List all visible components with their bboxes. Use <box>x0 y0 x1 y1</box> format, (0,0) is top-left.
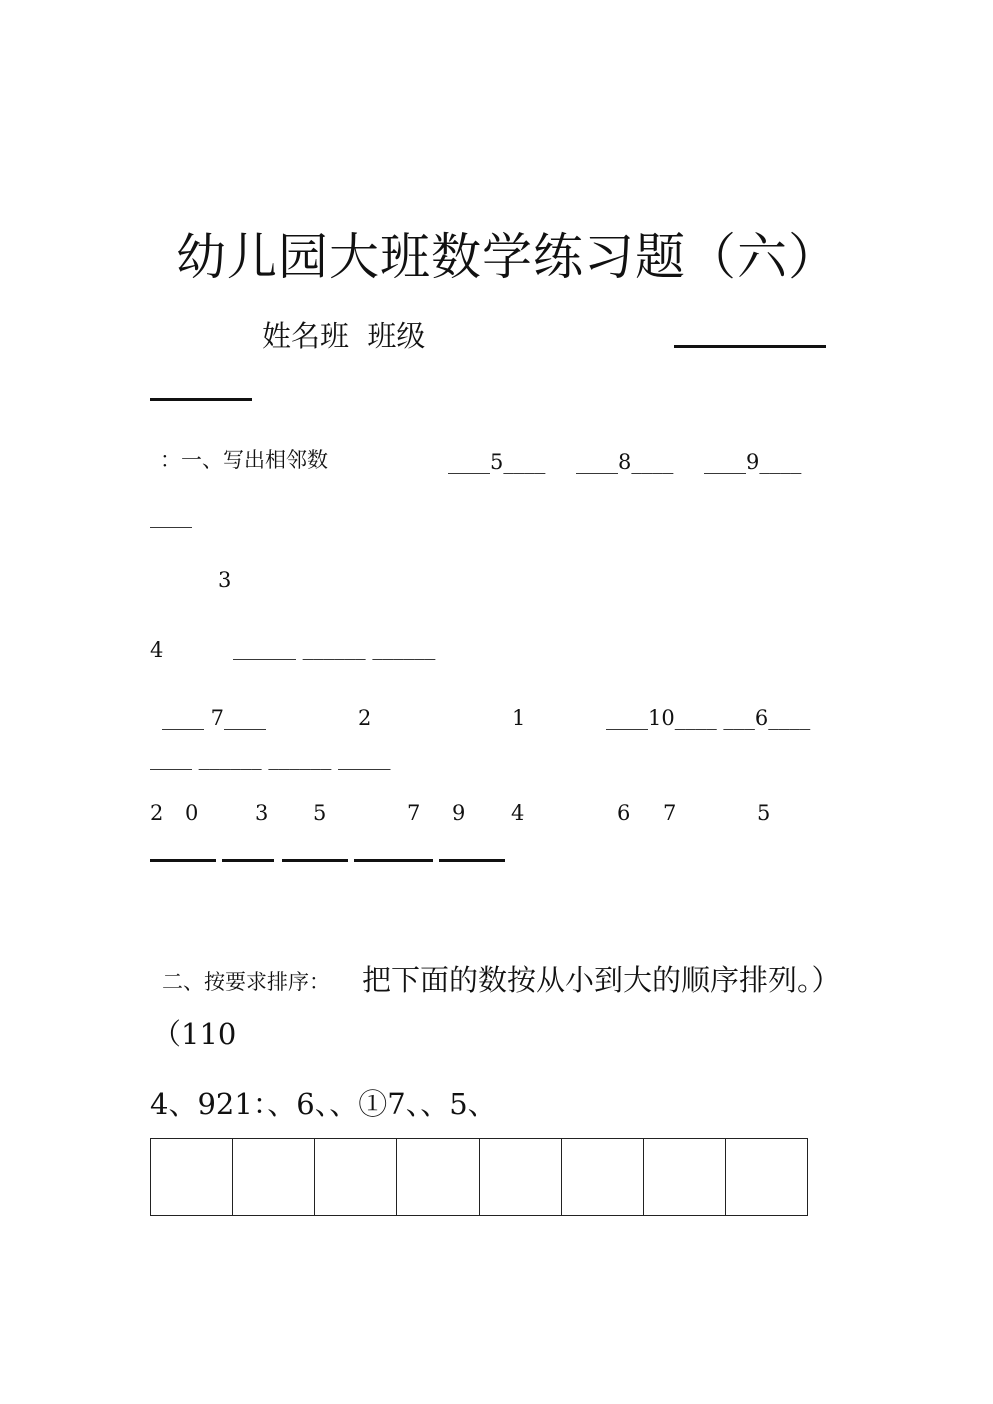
adjacent-number-1: 1 <box>512 706 526 730</box>
section2-instruction: 把下面的数按从小到大的顺序排列。） <box>362 963 841 997</box>
row7-num: 9 <box>452 801 466 825</box>
row7-num: 2 <box>150 801 164 825</box>
section2-number-list: 4、921：、6、、①7、、5、 <box>150 1087 497 1121</box>
answer-cell[interactable] <box>562 1139 644 1215</box>
adjacent-blank-10-6: ____10____ ___6____ <box>606 706 811 730</box>
answer-underline <box>354 859 433 862</box>
answer-underline <box>439 859 505 862</box>
name-underline <box>674 345 826 348</box>
answer-underline <box>150 859 216 862</box>
section1-heading: ：一、写出相邻数 <box>160 448 328 472</box>
row7-num: 7 <box>407 801 421 825</box>
answer-cell[interactable] <box>151 1139 233 1215</box>
row7-num: 4 <box>511 801 525 825</box>
name-class-label: 姓名班 班级 <box>262 319 426 353</box>
adjacent-blank-9: ____9____ <box>704 450 802 474</box>
adjacent-number-2: 2 <box>358 706 372 730</box>
class-underline <box>150 398 252 401</box>
adjacent-number-4: 4 <box>150 638 164 662</box>
row7-num: 0 <box>185 801 199 825</box>
answer-underline <box>282 859 348 862</box>
page-title: 幼儿园大班数学练习题（六） <box>176 228 839 286</box>
row7-num: 3 <box>255 801 269 825</box>
row7-num: 5 <box>757 801 771 825</box>
row7-num: 5 <box>313 801 327 825</box>
answer-cell[interactable] <box>397 1139 479 1215</box>
answer-cell[interactable] <box>233 1139 315 1215</box>
adjacent-number-3: 3 <box>218 568 232 592</box>
ordering-answer-grid <box>150 1138 808 1216</box>
adjacent-line6: ____ ______ ______ _____ <box>150 746 391 770</box>
adjacent-line2: ____ <box>150 504 192 528</box>
adjacent-blank-8: ____8____ <box>576 450 674 474</box>
adjacent-blank-7: ____ 7____ <box>162 706 267 730</box>
adjacent-blank-5: ____5____ <box>448 450 546 474</box>
answer-cell[interactable] <box>315 1139 397 1215</box>
answer-cell[interactable] <box>644 1139 726 1215</box>
section2-line2: （110 <box>152 1017 237 1051</box>
answer-cell[interactable] <box>726 1139 807 1215</box>
adjacent-line4-blanks: ______ ______ ______ <box>233 636 436 660</box>
row7-num: 6 <box>617 801 631 825</box>
answer-cell[interactable] <box>480 1139 562 1215</box>
row7-num: 7 <box>663 801 677 825</box>
section2-heading: 二、按要求排序： <box>162 970 330 994</box>
answer-underline <box>222 859 274 862</box>
